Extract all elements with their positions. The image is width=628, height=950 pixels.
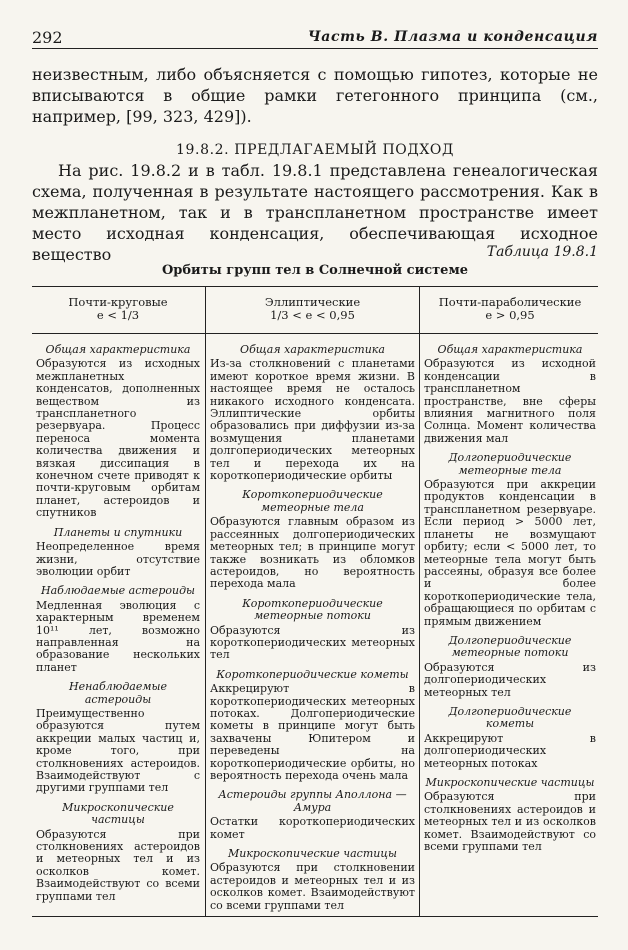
section-text: Образуются из исходных межпланетных конденсатов, дополненных веществом из транспланетного резервуара. Процесс переноса момента количества движения и вязкая диссипация в конечном счете приводят к почти-круговым орбитам планет, астероидов и спутников <box>36 357 200 520</box>
section-heading: Наблюдаемые астероиды <box>40 584 196 598</box>
column-condition: 1/3 < e < 0,95 <box>270 308 355 322</box>
column-elliptic <box>210 344 415 919</box>
column-title: Эллиптические <box>264 295 361 309</box>
column-divider <box>419 286 420 916</box>
column-title: Почти-круговые <box>68 295 168 309</box>
section-text: Аккрецируют в долгопериодических метеорных потоках <box>424 731 596 770</box>
section-heading: Короткопериодические кометы <box>216 667 409 681</box>
section-title: 19.8.2. ПРЕДЛАГАЕМЫЙ ПОДХОД <box>176 142 454 158</box>
table-header-rule <box>32 333 598 334</box>
running-title: Часть В. Плазма и конденсация <box>307 29 598 45</box>
intro-paragraph: неизвестным, либо объясняется с помощью гипотез, которые не вписываются в общие рамки гетегонного принципа (см., например, [99, 323, 429]). <box>32 65 598 126</box>
section-text: Аккрецируют в короткопериодических метеорных потоках. Долгопериодические кометы в принципе могут быть захвачены Юпитером и переведены на короткопериодические орбиты, но вероятность перехода очень мала <box>210 682 415 782</box>
section-text: Образуются при столкновении астероидов и метеорных тел и из осколков комет. Взаимодействуют со всеми группами тел <box>210 861 415 912</box>
section-heading: Долгопериодические кометы <box>448 704 572 731</box>
section-text: Образуются при столкновениях астероидов и метеорных тел и из осколков комет. Взаимодействуют со всеми группами тел <box>36 827 200 903</box>
page-header <box>32 26 598 49</box>
column-condition: e < 1/3 <box>96 308 140 322</box>
section-heading: Астероиды группы Аполлона — Амура <box>218 788 407 814</box>
section-heading: Общая характеристика <box>240 343 385 356</box>
section-text: Образуются при столкновениях астероидов и метеорных тел и из осколков комет. Взаимодействуют со всеми группами тел <box>424 790 596 854</box>
section-heading: Микроскопические частицы <box>62 800 174 827</box>
section-text: Из-за столкновений с планетами имеют короткое время жизни. В настоящее время не осталось никакого исходного конденсата. Эллиптические орбиты образовались при диффузии из-за возмущения планетами долгопериодических метеорных тел и перехода их на короткопериодические орбиты <box>210 357 415 483</box>
section-text: Образуются из исходной конденсации в транспланетном пространстве, вне сферы влияния магнитного поля Солнца. Момент количества движения мал <box>424 357 596 445</box>
section-heading: Короткопериодические метеорные потоки <box>242 596 383 623</box>
section-text: Образуются из долгопериодических метеорных тел <box>424 660 596 699</box>
column-title: Почти-параболические <box>438 295 582 309</box>
section-heading: Долгопериодические метеорные тела <box>448 451 572 477</box>
section-text: Образуются главным образом из рассеянных долгопериодических метеорных тел; в принципе могут также возникать из обломков астероидов, но вероятность перехода мала <box>210 515 415 591</box>
column-header-circular <box>36 296 200 322</box>
column-header-parabolic <box>424 296 596 322</box>
section-heading: Общая характеристика <box>437 343 583 356</box>
column-divider <box>205 286 206 916</box>
section-heading: Микроскопические частицы <box>425 776 595 789</box>
section-heading: Планеты и спутники <box>53 525 183 539</box>
table-caption: Орбиты групп тел в Солнечной системе <box>161 263 469 278</box>
column-condition: e > 0,95 <box>485 308 535 322</box>
section-text: Образуются при аккреции продуктов конденсации в транспланетном резервуаре. Если период > 5000 лет, планеты не возмущают орбиту; если < 5000 лет, то метеорные тела могут быть рассеяны, образуя все более и более короткопериодические тела, обращающиеся по орбитам с прямым движением <box>424 478 596 628</box>
section-heading: Долгопериодические метеорные потоки <box>448 633 572 660</box>
column-circular <box>36 344 200 910</box>
section-text: Преимущественно образуются путем аккреции малых частиц и, кроме того, при столкновениях астероидов. Взаимодействуют с другими группами тел <box>36 706 200 795</box>
section-text: Медленная эволюция с характерным временем 10¹¹ лет, возможно направленная на образование нескольких планет <box>36 598 200 674</box>
table-label: Таблица 19.8.1 <box>486 244 598 260</box>
column-parabolic <box>424 344 596 860</box>
body-paragraph: На рис. 19.8.2 и в табл. 19.8.1 представлена генеалогическая схема, полученная в результате настоящего рассмотрения. Как в межпланетном, так и в транспланетном пространстве имеет место исходная конденсация, обеспечивающая исходное вещество <box>32 161 598 264</box>
page-number: 292 <box>32 28 63 47</box>
section-text: Неопределенное время жизни, отсутствие эволюции орбит <box>36 540 200 578</box>
section-text: Образуются из короткопериодических метеорных тел <box>210 623 415 662</box>
column-header-elliptic <box>210 296 415 322</box>
section-heading: Общая характеристика <box>45 343 191 356</box>
section-heading: Короткопериодические метеорные тела <box>242 488 383 514</box>
section-heading: Микроскопические частицы <box>228 847 397 861</box>
section-heading: Ненаблюдаемые астероиды <box>69 680 167 706</box>
section-text: Остатки короткопериодических комет <box>210 815 415 841</box>
table-top-rule <box>32 286 598 287</box>
